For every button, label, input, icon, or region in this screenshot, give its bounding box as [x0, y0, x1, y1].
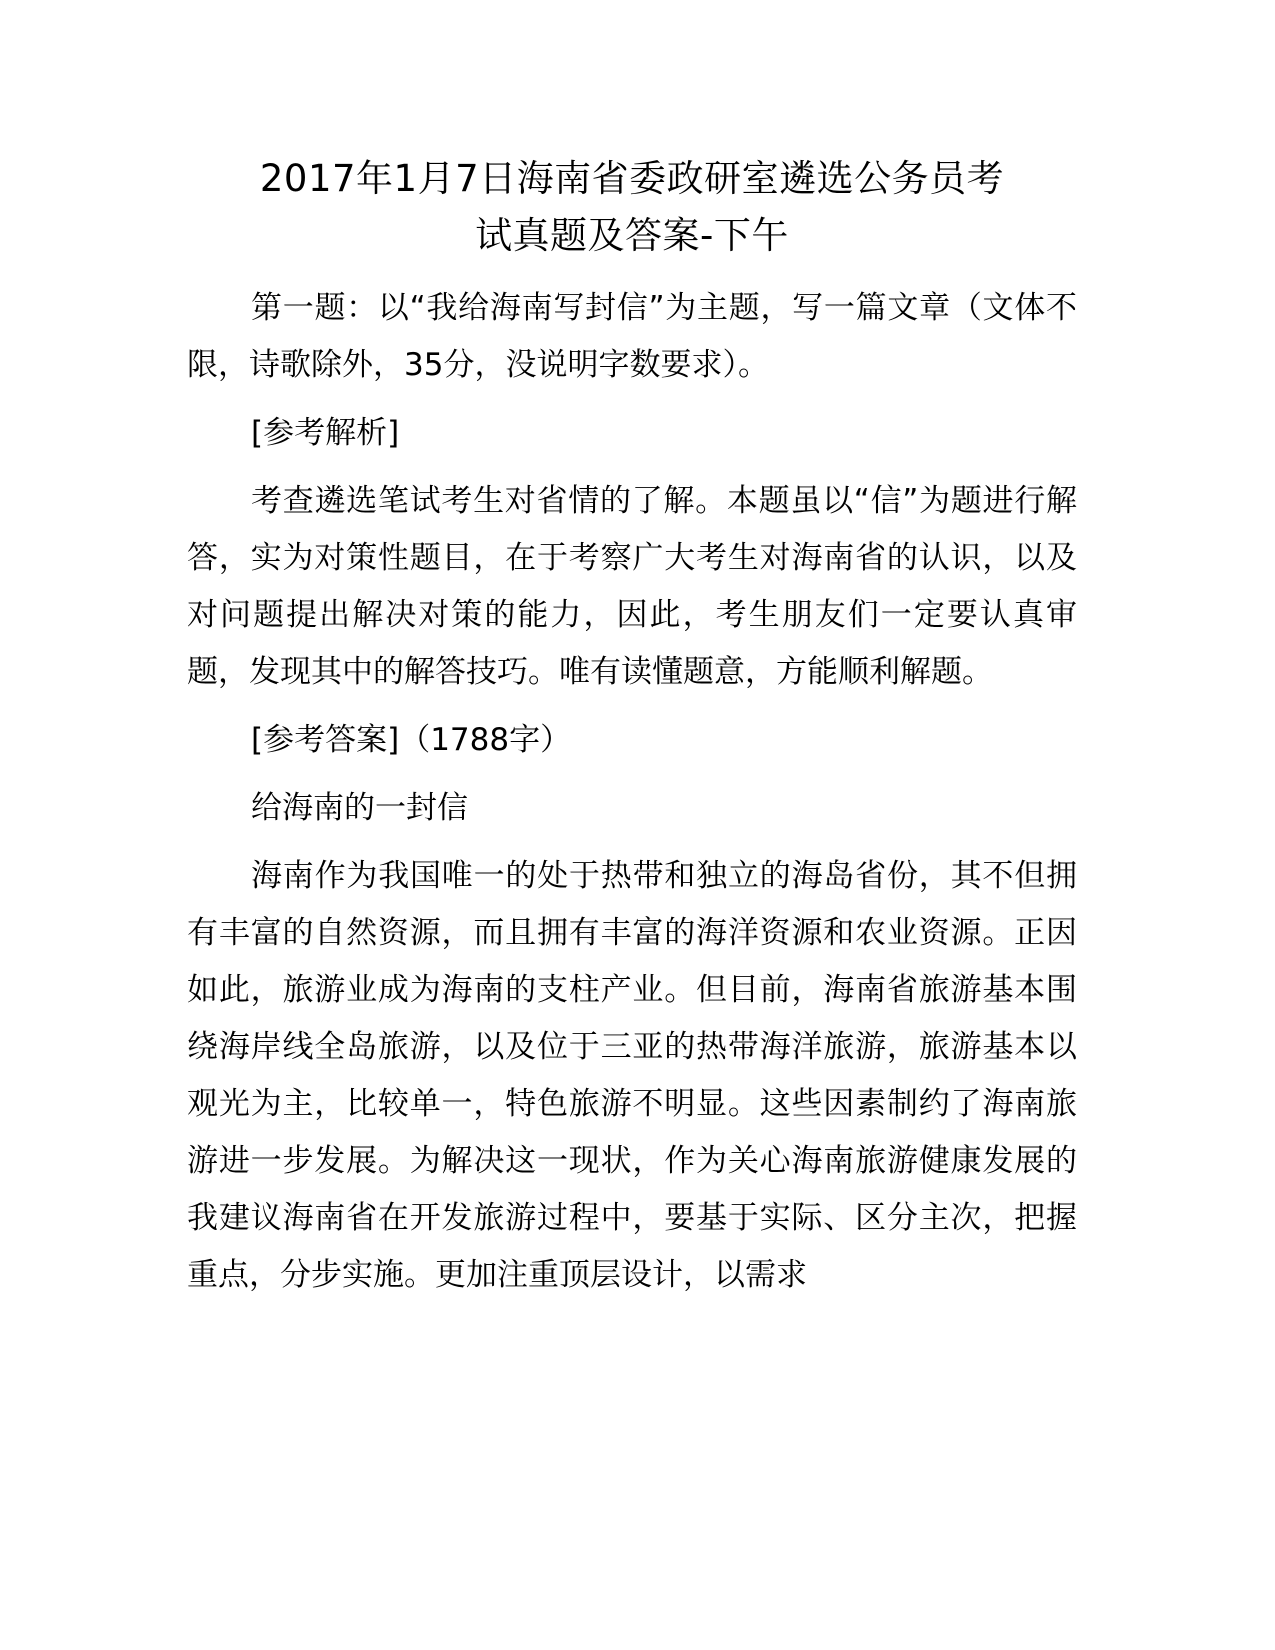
question-paragraph: 第一题：以“我给海南写封信”为主题，写一篇文章（文体不限，诗歌除外，35分，没说明字数要求）。 [187, 290, 1077, 383]
document-page [187, 150, 1077, 1315]
title-line-1: 2017年1月7日海南省委政研室遴选公务员考 [259, 157, 1005, 200]
title-line-2: 试真题及答案-下午 [475, 214, 789, 257]
letter-paragraph: 海南作为我国唯一的处于热带和独立的海岛省份，其不但拥有丰富的自然资源，而且拥有丰富的海洋资源和农业资源。正因如此，旅游业成为海南的支柱产业。但目前，海南省旅游基本围绕海岸线全岛旅游，以及位于三亚的热带海洋旅游，旅游基本以观光为主，比较单一，特色旅游不明显。这些因素制约了海南旅游进一步发展。为解决这一现状，作为关心海南旅游健康发展的我建议海南省在开发旅游过程中，要基于实际、区分主次，把握重点，分步实施。更加注重顶层设计，以需求 [187, 858, 1077, 1293]
analysis-paragraph: 考查遴选笔试考生对省情的了解。本题虽以“信”为题进行解答，实为对策性题目，在于考察广大考生对海南省的认识，以及对问题提出解决对策的能力，因此，考生朋友们一定要认真审题，发现其中的解答技巧。唯有读懂题意，方能顺利解题。 [187, 483, 1077, 690]
analysis-heading: [参考解析] [251, 415, 400, 451]
answer-heading: [参考答案]（1788字） [251, 722, 572, 758]
letter-title: 给海南的一封信 [251, 790, 468, 826]
document-title [187, 150, 1077, 264]
